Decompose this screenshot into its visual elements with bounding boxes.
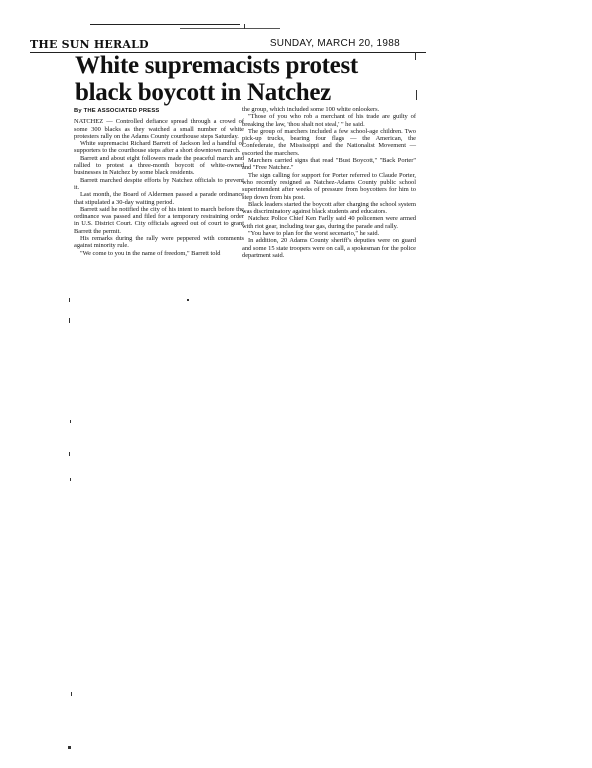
- paragraph: Barrett and about eight followers made the peaceful march and rallied to protest a three-month boycott of white-owned businesses in Natchez by some black residents.: [74, 154, 244, 177]
- paragraph: NATCHEZ — Controlled defiance spread through a crowd of some 300 blacks as they watched a small number of white protesters rally on the Adams County courthouse steps Saturday.: [74, 118, 244, 140]
- paragraph: White supremacist Richard Barrett of Jackson led a handful of supporters to the courthouse steps after a short downtown march.: [74, 140, 244, 155]
- paragraph: "You have to plan for the worst secenario," he said.: [248, 230, 380, 238]
- headline-line-2: black boycott in Natchez: [75, 79, 331, 106]
- speck: [70, 420, 71, 423]
- paragraph: Black leaders started the boycott after charging the school system was discriminatory against black students and educators.: [242, 200, 416, 216]
- paragraph: the group, which included some 100 white onlookers.: [242, 106, 380, 113]
- issue-date: SUNDAY, MARCH 20, 1988: [269, 38, 400, 49]
- speck: [70, 478, 71, 481]
- paragraph: "Those of you who rob a merchant of his trade are guilty of breaking the law, 'thou shalt not steal,' " he said.: [242, 113, 416, 128]
- paragraph: Marchers carried signs that read "Bust Boycott," "Back Porter" and "Free Natchez.": [242, 157, 416, 172]
- top-rule: [90, 24, 240, 25]
- article-column-left: [74, 108, 244, 257]
- paragraph: "We come to you in the name of freedom," Barrett told: [80, 249, 221, 257]
- speck: [71, 692, 72, 696]
- headline-line-1: White supremacists protest: [75, 52, 358, 79]
- headline: [75, 52, 395, 106]
- speck: [68, 746, 71, 749]
- paragraph: In addition, 20 Adams County sheriff's deputies were on guard and some 15 state troopers were on call, a spokesman for the police department said.: [242, 237, 416, 259]
- speck: [69, 452, 70, 456]
- masthead-row: [30, 38, 426, 53]
- newspaper-clipping: [30, 24, 426, 294]
- speck: [415, 52, 416, 60]
- speck: [244, 24, 245, 29]
- top-rule-secondary: [180, 28, 280, 29]
- speck: [416, 90, 417, 100]
- paragraph: Barrett marched despite efforts by Natchez officials to prevent it.: [74, 176, 244, 191]
- speck: [69, 298, 70, 302]
- paragraph: The group of marchers included a few school-age children. Two pick-up trucks, bearing four flags — the American, the Confederate, the Mississippi and the Nationalist Movement — escorted the marchers.: [242, 127, 416, 157]
- byline: By THE ASSOCIATED PRESS: [74, 108, 160, 114]
- paragraph: Barrett said he notified the city of his intent to march before the ordinance was passed and filed for a temporary restraining order in U.S. District Court. City officials agreed out of court to grant Barrett the permit.: [74, 205, 244, 235]
- article-column-right: [242, 106, 416, 259]
- paragraph: The sign calling for support for Porter referred to Claude Porter, who recently resigned as Natchez-Adams County public school superintendent after weeks of pressure from boycotters for him to step down from his post.: [242, 171, 416, 201]
- speck: [187, 299, 189, 301]
- paragraph: His remarks during the rally were peppered with comments against minority rule.: [74, 235, 244, 250]
- speck: [69, 318, 70, 323]
- masthead: THE SUN HERALD: [30, 38, 149, 51]
- paragraph: Natchez Police Chief Ken Farlly said 40 policemen were armed with riot gear, including tear gas, during the parade and rally.: [242, 215, 416, 230]
- paragraph: Last month, the Board of Aldermen passed a parade ordinance that stipulated a 30-day waiting period.: [74, 191, 244, 206]
